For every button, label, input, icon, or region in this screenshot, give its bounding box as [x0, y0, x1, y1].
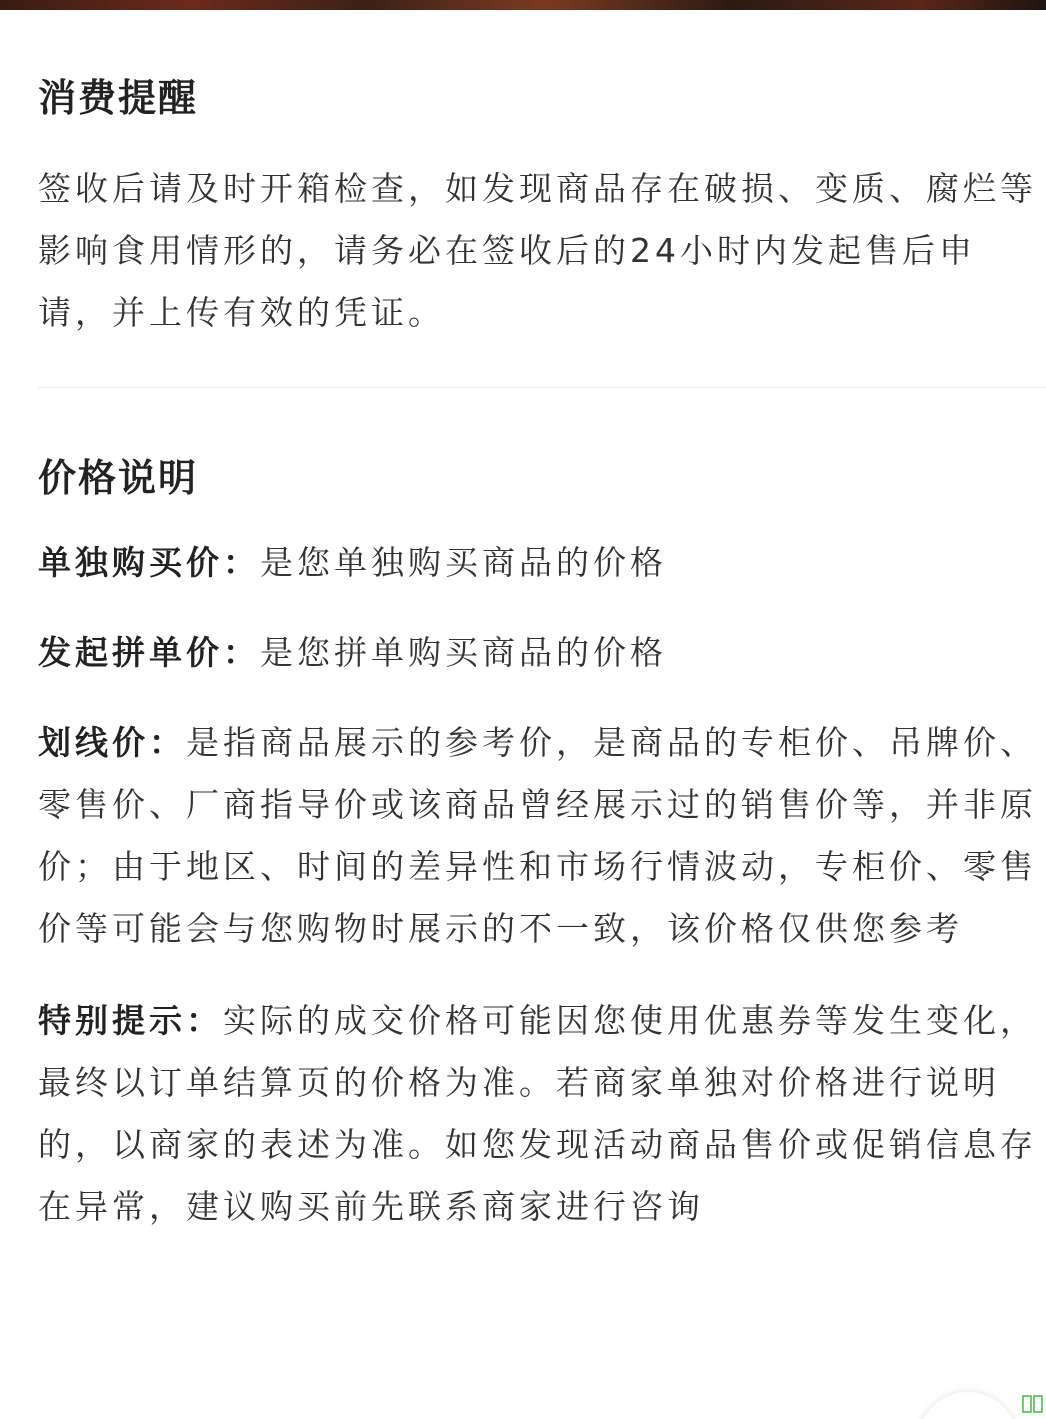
price-item-text: 实际的成交价格可能因您使用优惠券等发生变化，最终以订单结算页的价格为准。若商家单独对价格进行说明的，以商家的表述为准。如您发现活动商品售价或促销信息存在异常，建议购买前先联系商家进行咨询 [38, 1001, 1037, 1226]
price-item-text: 是您单独购买商品的价格 [260, 543, 667, 582]
price-item-special-tip [38, 990, 1046, 1238]
section-divider [38, 387, 1046, 388]
consumer-notice-title: 消费提醒 [38, 76, 199, 120]
price-notice-title: 价格说明 [38, 456, 199, 500]
price-item-label: 发起拼单价： [38, 633, 260, 672]
product-image-bottom-edge [0, 0, 1046, 10]
floating-button[interactable] [918, 1392, 1018, 1419]
price-item-group [38, 622, 1046, 684]
price-item-label: 单独购买价： [38, 543, 260, 582]
price-item-text: 是您拼单购买商品的价格 [260, 633, 667, 672]
price-notice-section [38, 450, 1046, 1238]
price-item-label: 特别提示： [38, 1001, 223, 1040]
consumer-notice-section [38, 70, 1046, 344]
price-item-strikethrough [38, 712, 1046, 960]
price-item-single [38, 532, 1046, 594]
consumer-notice-body: 签收后请及时开箱检查，如发现商品存在破损、变质、腐烂等影响食用情形的，请务必在签收后的24小时内发起售后申请，并上传有效的凭证。 [38, 169, 1037, 332]
green-corner-icon[interactable] [1022, 1394, 1044, 1414]
price-item-label: 划线价： [38, 723, 186, 762]
price-item-text: 是指商品展示的参考价，是商品的专柜价、吊牌价、零售价、厂商指导价或该商品曾经展示过的销售价等，并非原价；由于地区、时间的差异性和市场行情波动，专柜价、零售价等可能会与您购物时展示的不一致，该价格仅供您参考 [38, 723, 1037, 948]
